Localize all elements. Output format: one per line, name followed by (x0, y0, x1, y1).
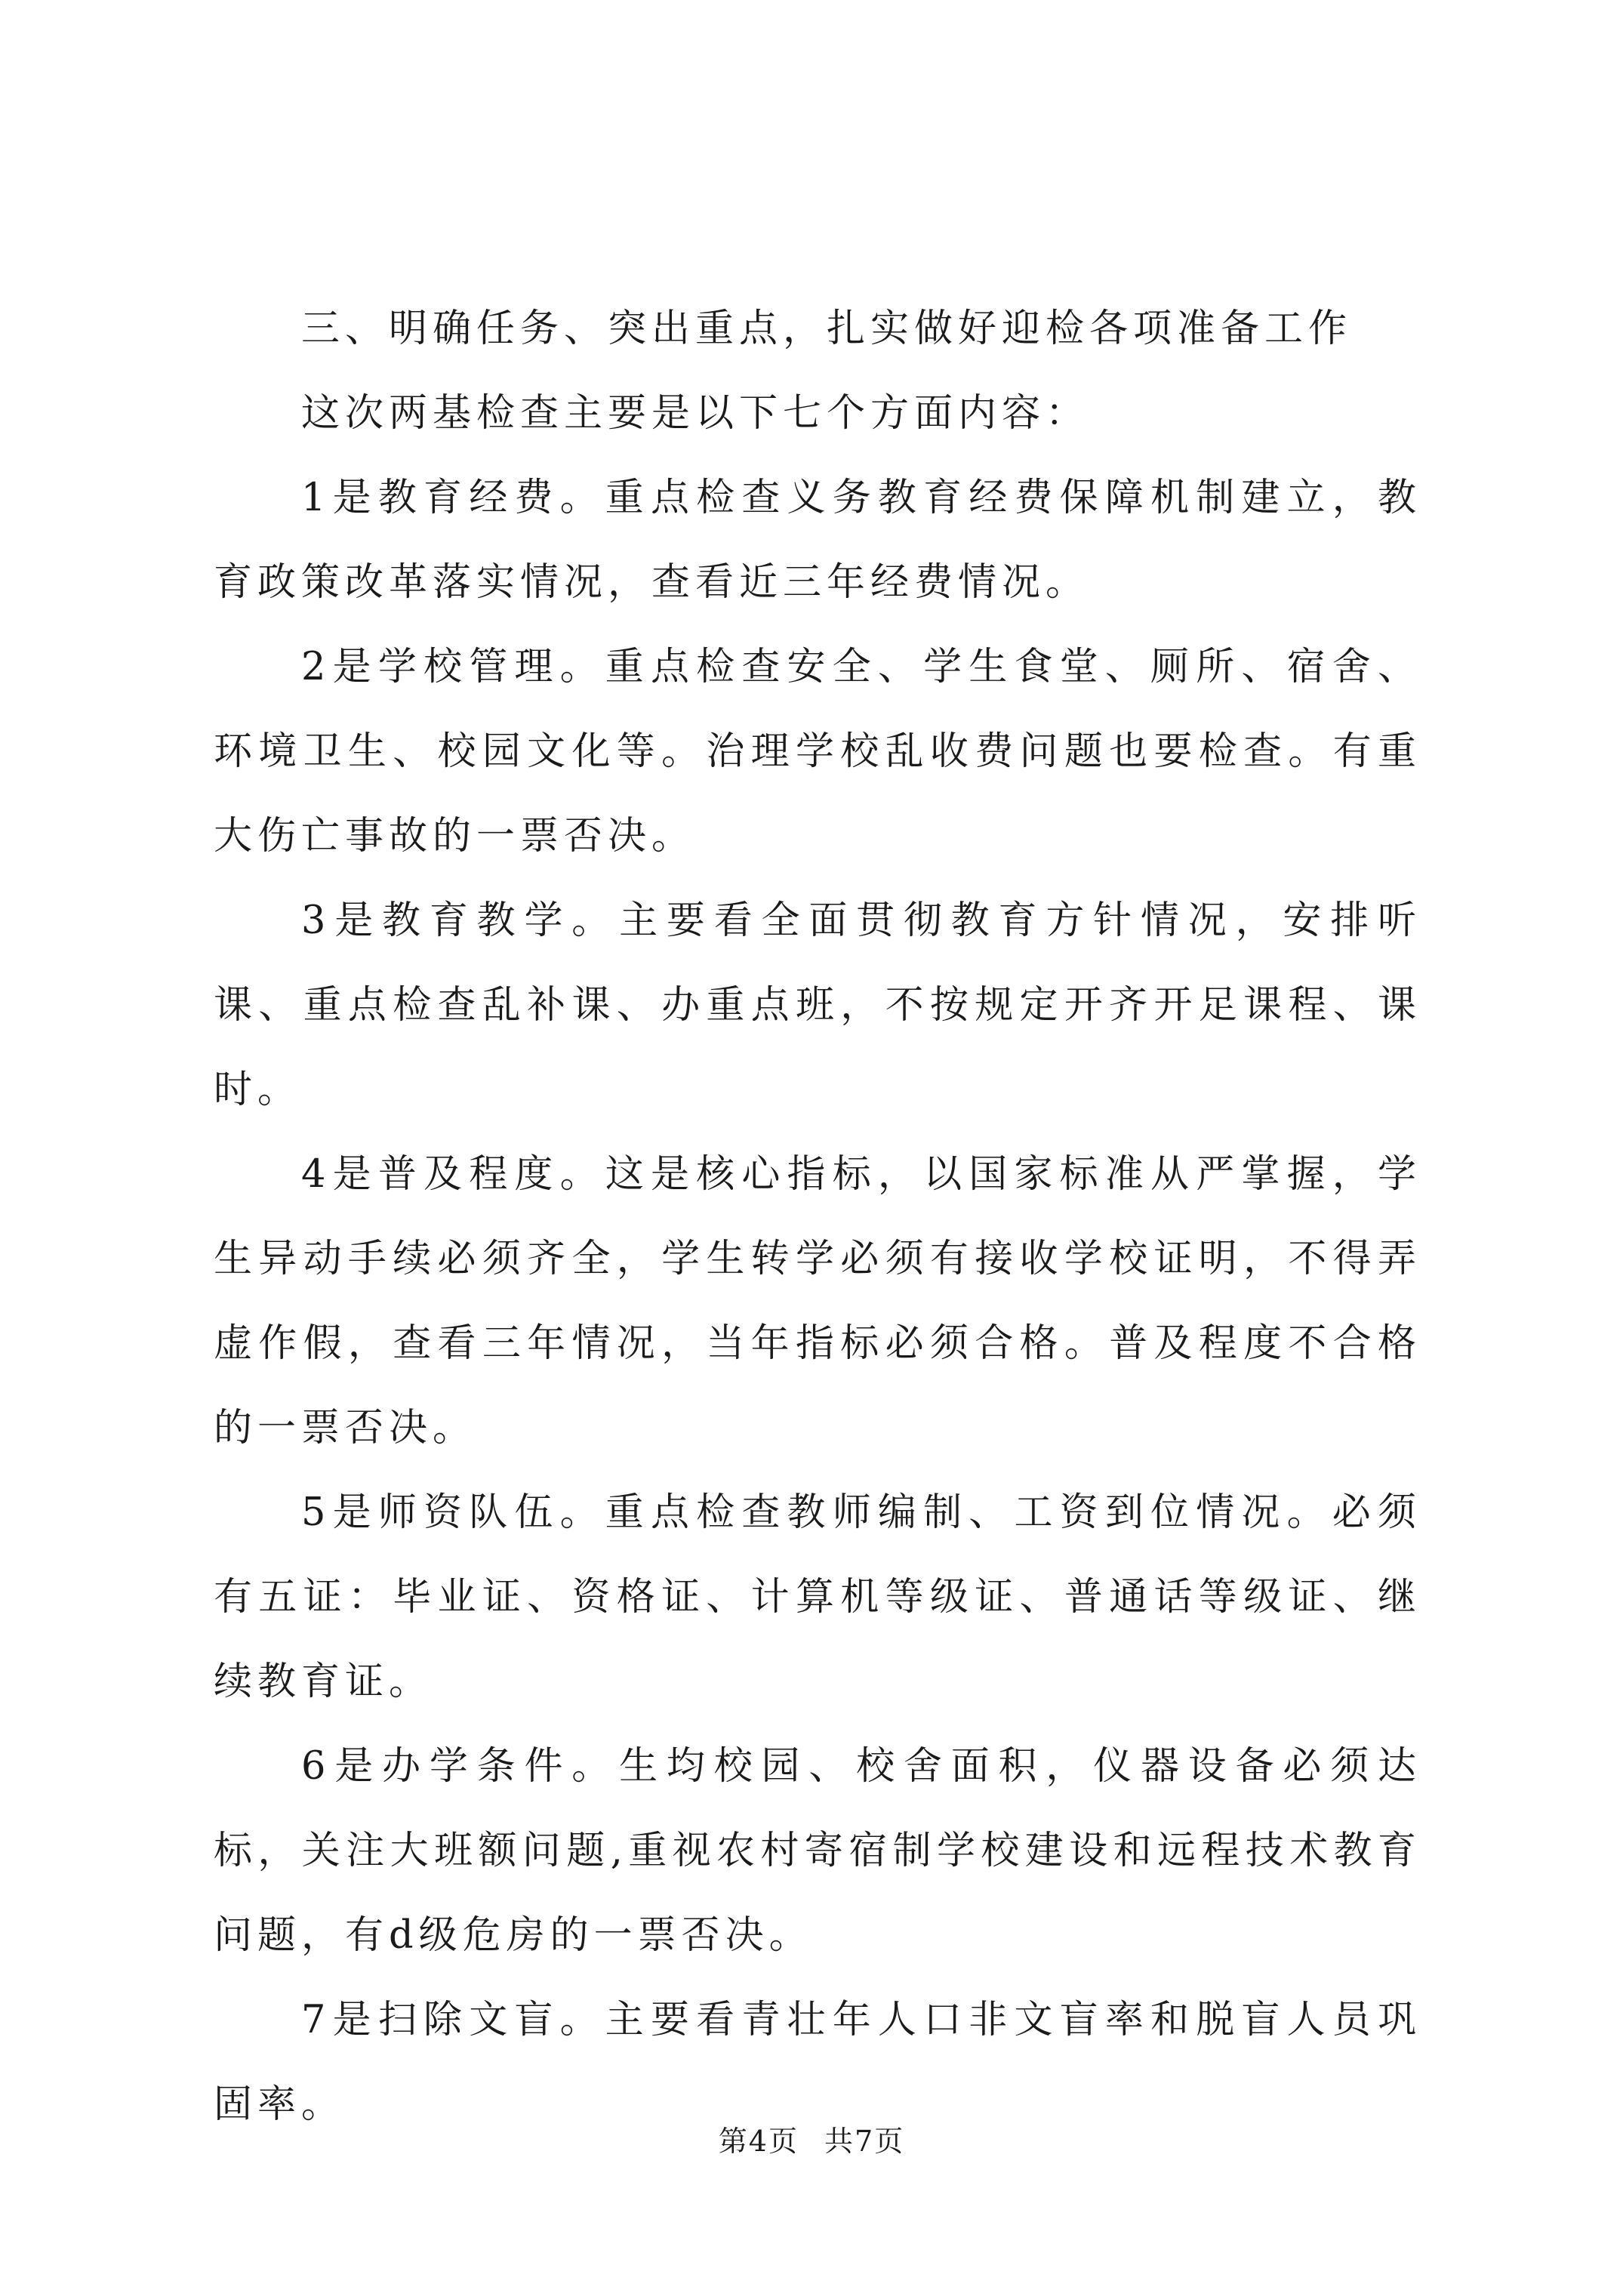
section-heading: 三、明确任务、突出重点，扎实做好迎检各项准备工作 (301, 307, 1353, 351)
page-footer (0, 2118, 1623, 2159)
document-body (214, 287, 1421, 2147)
page-number: 第4页 (718, 2125, 799, 2158)
intro-paragraph: 这次两基检查主要是以下七个方面内容： (301, 391, 1090, 436)
item-school-conditions: 6是办学条件。生均校园、校舍面积，仪器设备必须达标，关注大班额问题,重视农村寄宿制学校建设和远程技术教育问题，有d级危房的一票否决。 (214, 1744, 1421, 1958)
item-literacy: 7是扫除文盲。主要看青壮年人口非文盲率和脱盲人员巩固率。 (214, 1998, 1421, 2127)
item-education-funding: 1是教育经费。重点检查义务教育经费保障机制建立，教育政策改革落实情况，查看近三年经费情况。 (214, 476, 1421, 605)
page-total: 共7页 (824, 2125, 905, 2158)
item-popularization: 4是普及程度。这是核心指标，以国家标准从严掌握，学生异动手续必须齐全，学生转学必须有接收学校证明，不得弄虚作假，查看三年情况，当年指标必须合格。普及程度不合格的一票否决。 (214, 1152, 1421, 1450)
item-teaching: 3是教育教学。主要看全面贯彻教育方针情况，安排听课、重点检查乱补课、办重点班，不按规定开齐开足课程、课时。 (214, 898, 1421, 1112)
item-school-management: 2是学校管理。重点检查安全、学生食堂、厕所、宿舍、环境卫生、校园文化等。治理学校乱收费问题也要检查。有重大伤亡事故的一票否决。 (214, 645, 1421, 858)
item-teaching-staff: 5是师资队伍。重点检查教师编制、工资到位情况。必须有五证：毕业证、资格证、计算机等级证、普通话等级证、继续教育证。 (214, 1490, 1421, 1704)
